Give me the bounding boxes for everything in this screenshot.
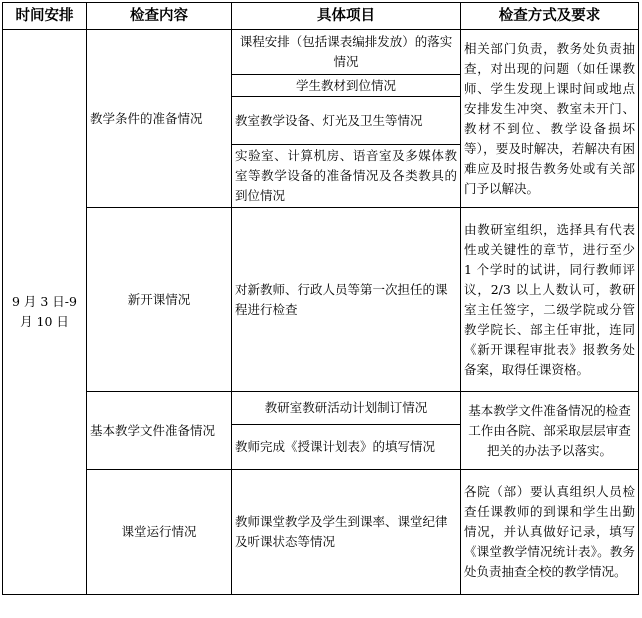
header-method: 检查方式及要求 bbox=[461, 3, 639, 30]
requirement-cell: 基本教学文件准备情况的检查工作由各院、部采取层层审查把关的办法予以落实。 bbox=[461, 392, 639, 470]
content-cell: 新开课情况 bbox=[87, 208, 232, 392]
time-period-cell: 9 月 3 日-9 月 10 日 bbox=[3, 30, 87, 595]
item-cell: 课程安排（包括课表编排发放）的落实情况 bbox=[232, 30, 461, 75]
header-content: 检查内容 bbox=[87, 3, 232, 30]
table-row bbox=[3, 30, 639, 75]
item-cell: 学生教材到位情况 bbox=[232, 75, 461, 97]
item-cell: 对新教师、行政人员等第一次担任的课程进行检查 bbox=[232, 208, 461, 392]
content-cell: 基本教学文件准备情况 bbox=[87, 392, 232, 470]
item-cell: 教研室教研活动计划制订情况 bbox=[232, 392, 461, 425]
item-cell: 教室教学设备、灯光及卫生等情况 bbox=[232, 97, 461, 145]
content-cell: 教学条件的准备情况 bbox=[87, 30, 232, 208]
header-items: 具体项目 bbox=[232, 3, 461, 30]
item-cell: 教师完成《授课计划表》的填写情况 bbox=[232, 425, 461, 470]
header-time: 时间安排 bbox=[3, 3, 87, 30]
header-row bbox=[3, 3, 639, 30]
table-row bbox=[3, 470, 639, 595]
requirement-cell: 相关部门负责，教务处负责抽查，对出现的问题（如任课教师、学生发现上课时间或地点安排发生冲突、教室未开门、教材不到位、教学设备损坏等），要及时解决，若解决有困难应及时报告教务处或有关部门予以解决。 bbox=[461, 30, 639, 208]
table-row bbox=[3, 208, 639, 392]
item-cell: 教师课堂教学及学生到课率、课堂纪律及听课状态等情况 bbox=[232, 470, 461, 595]
requirement-cell: 由教研室组织，选择具有代表性或关键性的章节，进行至少 1 个学时的试讲，同行教师评议，2/3 以上人数认可，教研室主任签字，二级学院或分管教学院长、部主任审批，连同《新开课程审批表》报教务处备案，取得任课资格。 bbox=[461, 208, 639, 392]
content-cell: 课堂运行情况 bbox=[87, 470, 232, 595]
item-cell: 实验室、计算机房、语音室及多媒体教室等教学设备的准备情况及各类教具的到位情况 bbox=[232, 145, 461, 208]
requirement-cell: 各院（部）要认真组织人员检查任课教师的到课和学生出勤情况，并认真做好记录，填写《课堂教学情况统计表》。教务处负责抽查全校的教学情况。 bbox=[461, 470, 639, 595]
table-row bbox=[3, 392, 639, 425]
inspection-schedule-table bbox=[2, 2, 639, 595]
